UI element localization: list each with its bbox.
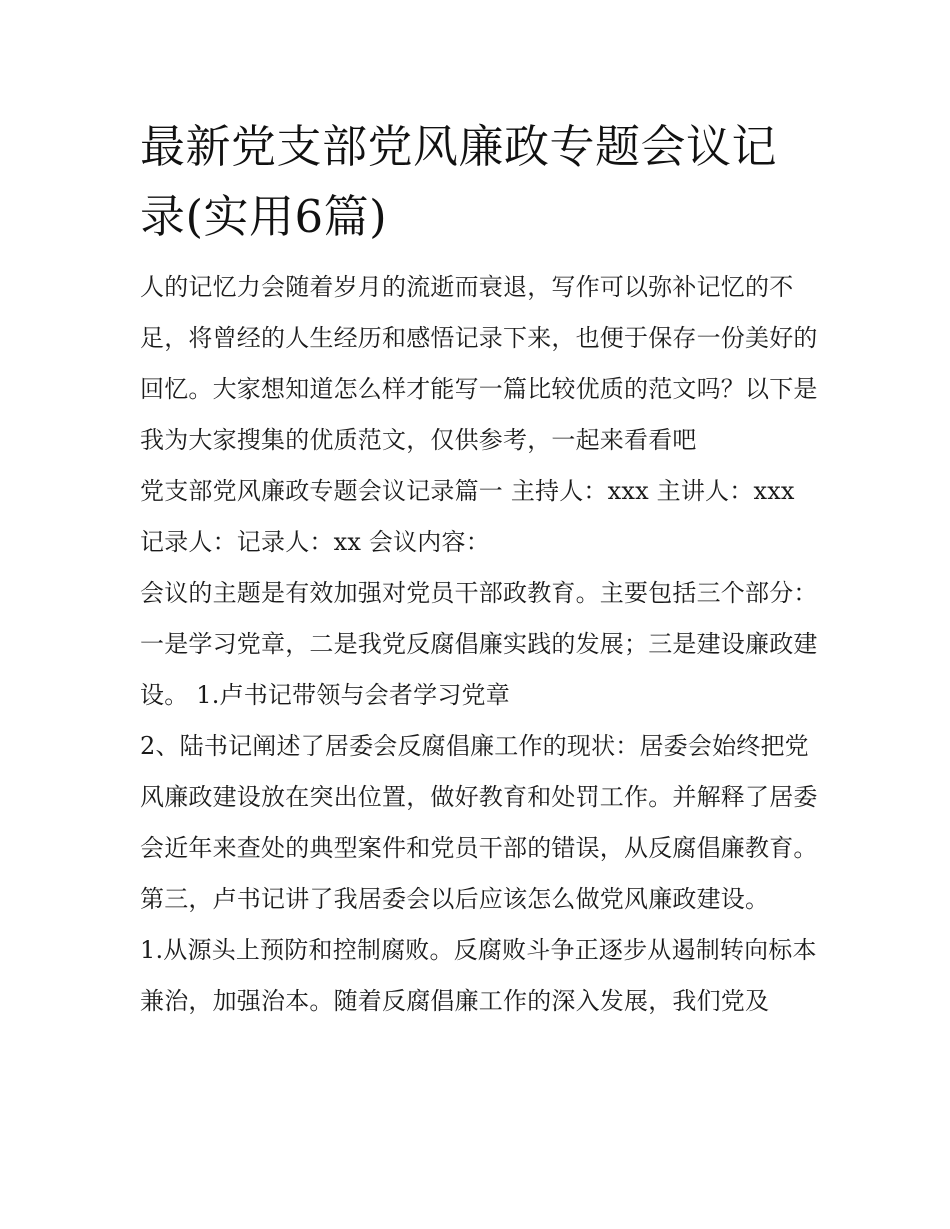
meeting-theme-paragraph: 会议的主题是有效加强对党员干部政教育。主要包括三个部分：一是学习党章，二是我党反腐倡廉实践的发展；三是建设廉政建设。 1.卢书记带领与会者学习党章 <box>140 579 818 709</box>
document-page <box>140 112 820 1027</box>
point-three-paragraph: 第三，卢书记讲了我居委会以后应该怎么做党风廉政建设。 <box>140 885 770 913</box>
meeting-info-paragraph: 党支部党风廉政专题会议记录篇一 主持人：xxx 主讲人：xxx 记录人：记录人：xx 会议内容： <box>140 477 795 556</box>
intro-paragraph: 人的记忆力会随着岁月的流逝而衰退，写作可以弥补记忆的不足，将曾经的人生经历和感悟记录下来，也便于保存一份美好的回忆。大家想知道怎么样才能写一篇比较优质的范文吗？以下是我为大家搜集的优质范文，仅供参考，一起来看看吧 <box>140 273 818 454</box>
document-title: 最新党支部党风廉政专题会议记录(实用6篇) <box>140 120 778 243</box>
prevention-paragraph: 1.从源头上预防和控制腐败。反腐败斗争正逐步从遏制转向标本兼治，加强治本。随着反腐倡廉工作的深入发展，我们党及 <box>140 936 817 1015</box>
point-two-paragraph: 2、陆书记阐述了居委会反腐倡廉工作的现状：居委会始终把党风廉政建设放在突出位置，做好教育和处罚工作。并解释了居委会近年来查处的典型案件和党员干部的错误，从反腐倡廉教育。 <box>140 732 818 862</box>
